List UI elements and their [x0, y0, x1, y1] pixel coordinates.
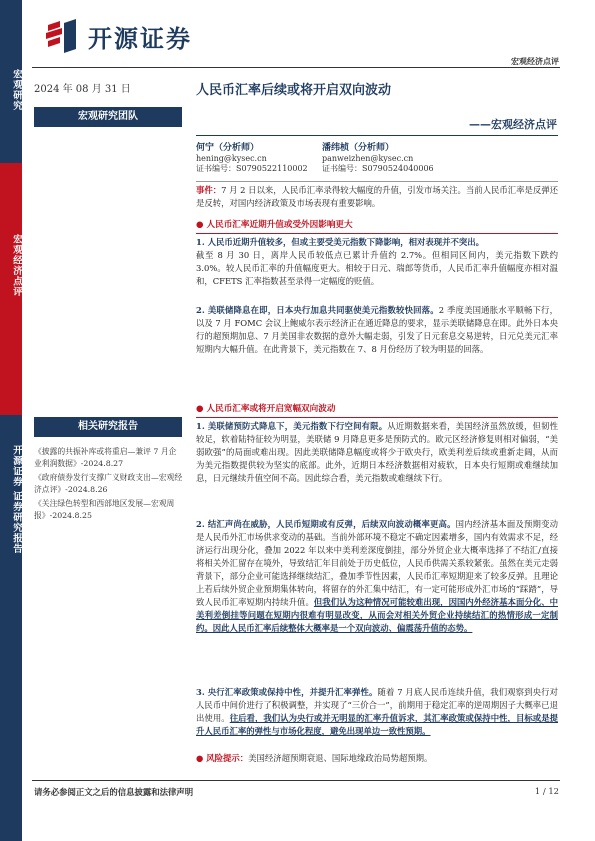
- brand-logo: [44, 18, 192, 54]
- footer-divider: [32, 780, 560, 781]
- point-lead: 1. 美联储预防式降息下，美元指数下行空间有限。: [196, 421, 388, 431]
- bullet-icon: ●: [196, 404, 207, 414]
- point-lead: 1. 人民币近期升值较多，但或主要受美元指数下降影响，相对表现并不突出。: [196, 237, 485, 247]
- point-lead: 2. 美联储降息在即，日本央行加息共同驱使美元指数较快回落。: [196, 305, 439, 315]
- report-subtitle: ——宏观经济点评: [469, 118, 557, 131]
- title-rule: [196, 135, 558, 136]
- page-number: 1 / 12: [534, 786, 559, 796]
- report-title: 人民币汇率后续或将开启双向波动: [196, 83, 392, 98]
- team-label: 宏观研究团队: [34, 107, 182, 127]
- sidebar-label-mid: 宏观经济点评: [11, 233, 22, 297]
- analyst-name: 潘纬桢（分析师）: [322, 143, 395, 153]
- point-paragraph: [196, 686, 558, 738]
- event-label: 事件：: [196, 185, 222, 195]
- section-heading: [196, 402, 558, 418]
- point-lead: 2. 结汇声尚在威胁，人民币短期或有反弹，后续双向波动概率更高。: [196, 519, 456, 529]
- analyst-name: 何宁（分析师）: [196, 143, 260, 153]
- bullet-icon: ●: [196, 220, 207, 230]
- related-report-link[interactable]: 《披露的共振补库或将重启—兼评 7 月企业利润数据》-2024.8.27: [34, 447, 177, 468]
- sidebar-label-top: 宏观研究: [11, 69, 22, 111]
- point-paragraph: [196, 236, 558, 288]
- analyst-card: [322, 143, 434, 175]
- point-conclusion: 但我们认为这种情况可能较难出现，因国内外经济基本面分化、中美利差倒挂等问题在短期内很难有明显改变，从而会对相关外贸企业持续结汇的热情形成一定制约。因此人民币汇率后续整体大概率是一个双向波动、偏震荡升值的态势。: [196, 597, 558, 633]
- analyst-email[interactable]: panweizhen@kysec.cn: [322, 153, 414, 163]
- risk-label: 风险提示：: [206, 753, 249, 763]
- risk-text: 美国经济超预期衰退、国际地缘政治局势超预期。: [248, 753, 433, 763]
- point-paragraph: [196, 518, 558, 635]
- related-reports-title: 相关研究报告: [34, 417, 182, 437]
- event-paragraph: [196, 184, 558, 210]
- brand-name: 开源证券: [88, 24, 192, 53]
- section-heading-text: 人民币汇率或将开启宽幅双向波动: [206, 404, 336, 414]
- disclaimer-note: 请务必参阅正文之后的信息披露和法律声明: [34, 787, 194, 797]
- analyst-rule: [196, 181, 558, 182]
- analyst-cert: 证书编号：S0790522110002: [196, 164, 308, 173]
- point-text: 国内经济基本面及预期变动是人民币外汇市场供求变动的基础。当前外部环境不稳定不确定因素增多，国内有效需求不足，经济运行出现分化，叠加 2022 年以来中美利差深度倒挂，部分外贸企业大概率选择了不结汇/直接将相关外汇留存在境外，导致结汇年目前处于历史低位，人民币供需关系较紧张。虽然在美元走弱背景下，部分企业可能选择继续结汇，叠加季节性因素，人民币汇率短期迎来了较多反弹。且理论上若后续外贸企业预期集体转向，将留存的外汇集中结汇，有一定可能形成外汇市场的“踩踏”，导致人民币汇率短期内持续升值。: [196, 519, 558, 607]
- section-heading: [196, 218, 558, 234]
- logo-mark-icon: [44, 19, 84, 53]
- point-text: 从近期数据来看，美国经济虽然放缓，但韧性较足，软着陆特征较为明显，美联储 9 月降息更多是预防式的。欧元区经济修复则相对偏弱，“美弱欧强”的局面或难出现。因此美联储降息幅度或将少于欧央行，欧美利差后续或重新走阔，从而为美元指数提供较为坚实的底部。此外，近期日本经济数据相对疲软，日本央行短期或难继续加息，日元继续升值空间不高。因此综合看，美元指数或难继续下行。: [196, 421, 558, 483]
- point-paragraph: [196, 304, 558, 356]
- point-text: 2 季度美国通胀水平顺畅下行，以及 7 月 FOMC 会议上鲍威尔表示经济正在通近降息的要求，显示美联储降息在即。此外日本央行的超预期加息、7 月美国非农数据的意外大幅走弱，引发了日元套息交易逆转，日元兑美元汇率短期内大幅升值。在此背景下，美元指数在 7、8 月份经历了较为明显的回落。: [196, 305, 558, 354]
- point-text: 随着 7 月底人民币连续升值，我们观察到央行对人民币中间价进行了积极调整，并实现了“三价合一”，前期用于稳定汇率的逆周期因子大概率已退出使用。: [196, 687, 558, 723]
- point-text: 截至 8 月 30 日，离岸人民币较低点已累计升值约 2.7%。但相同区间内，美元指数下跌约 3.0%。较人民币汇率的升值幅度更大。相较于日元、瑞郎等货币，人民币汇率升值幅度亦相对温和，CFETS 汇率指数甚至录得一定幅度的贬值。: [196, 250, 558, 286]
- event-text: 7 月 2 日以来，人民币汇率录得较大幅度的升值，引发市场关注。当前人民币汇率是反弹还是反转，对国内经济政策及市场表现有重要影响。: [196, 185, 559, 208]
- risk-paragraph: [196, 752, 558, 765]
- sidebar-label-bottom: 开源证券 证券研究报告: [11, 445, 22, 555]
- analyst-email[interactable]: hening@kysec.cn: [196, 153, 267, 163]
- point-conclusion: 往后看，我们认为央行或并无明显的汇率升值诉求，其汇率政策或保持中性，目标或是提升人民币汇率的弹性与市场化程度，避免出现单边一致性预期。: [196, 713, 559, 736]
- bullet-icon: ●: [196, 753, 207, 763]
- header-divider: [32, 67, 560, 68]
- point-lead: 3. 央行汇率政策或保持中性，并提升汇率弹性。: [196, 687, 378, 697]
- analyst-card: [196, 143, 308, 175]
- analyst-cert: 证书编号：S0790524040006: [322, 164, 434, 173]
- related-report-link[interactable]: 《政府债券发行支撑广义财政支出—宏观经济点评》-2024.8.26: [34, 473, 183, 494]
- related-reports-list: [34, 446, 184, 524]
- section-heading-text: 人民币汇率近期升值或受外因影响更大: [206, 220, 353, 230]
- related-report-link[interactable]: 《关注绿色转型和西部地区发展—宏观周报》-2024.8.25: [34, 499, 175, 520]
- report-date: 2024 年 08 月 31 日: [34, 84, 131, 95]
- report-category: 宏观经济点评: [511, 56, 559, 66]
- point-paragraph: [196, 420, 558, 485]
